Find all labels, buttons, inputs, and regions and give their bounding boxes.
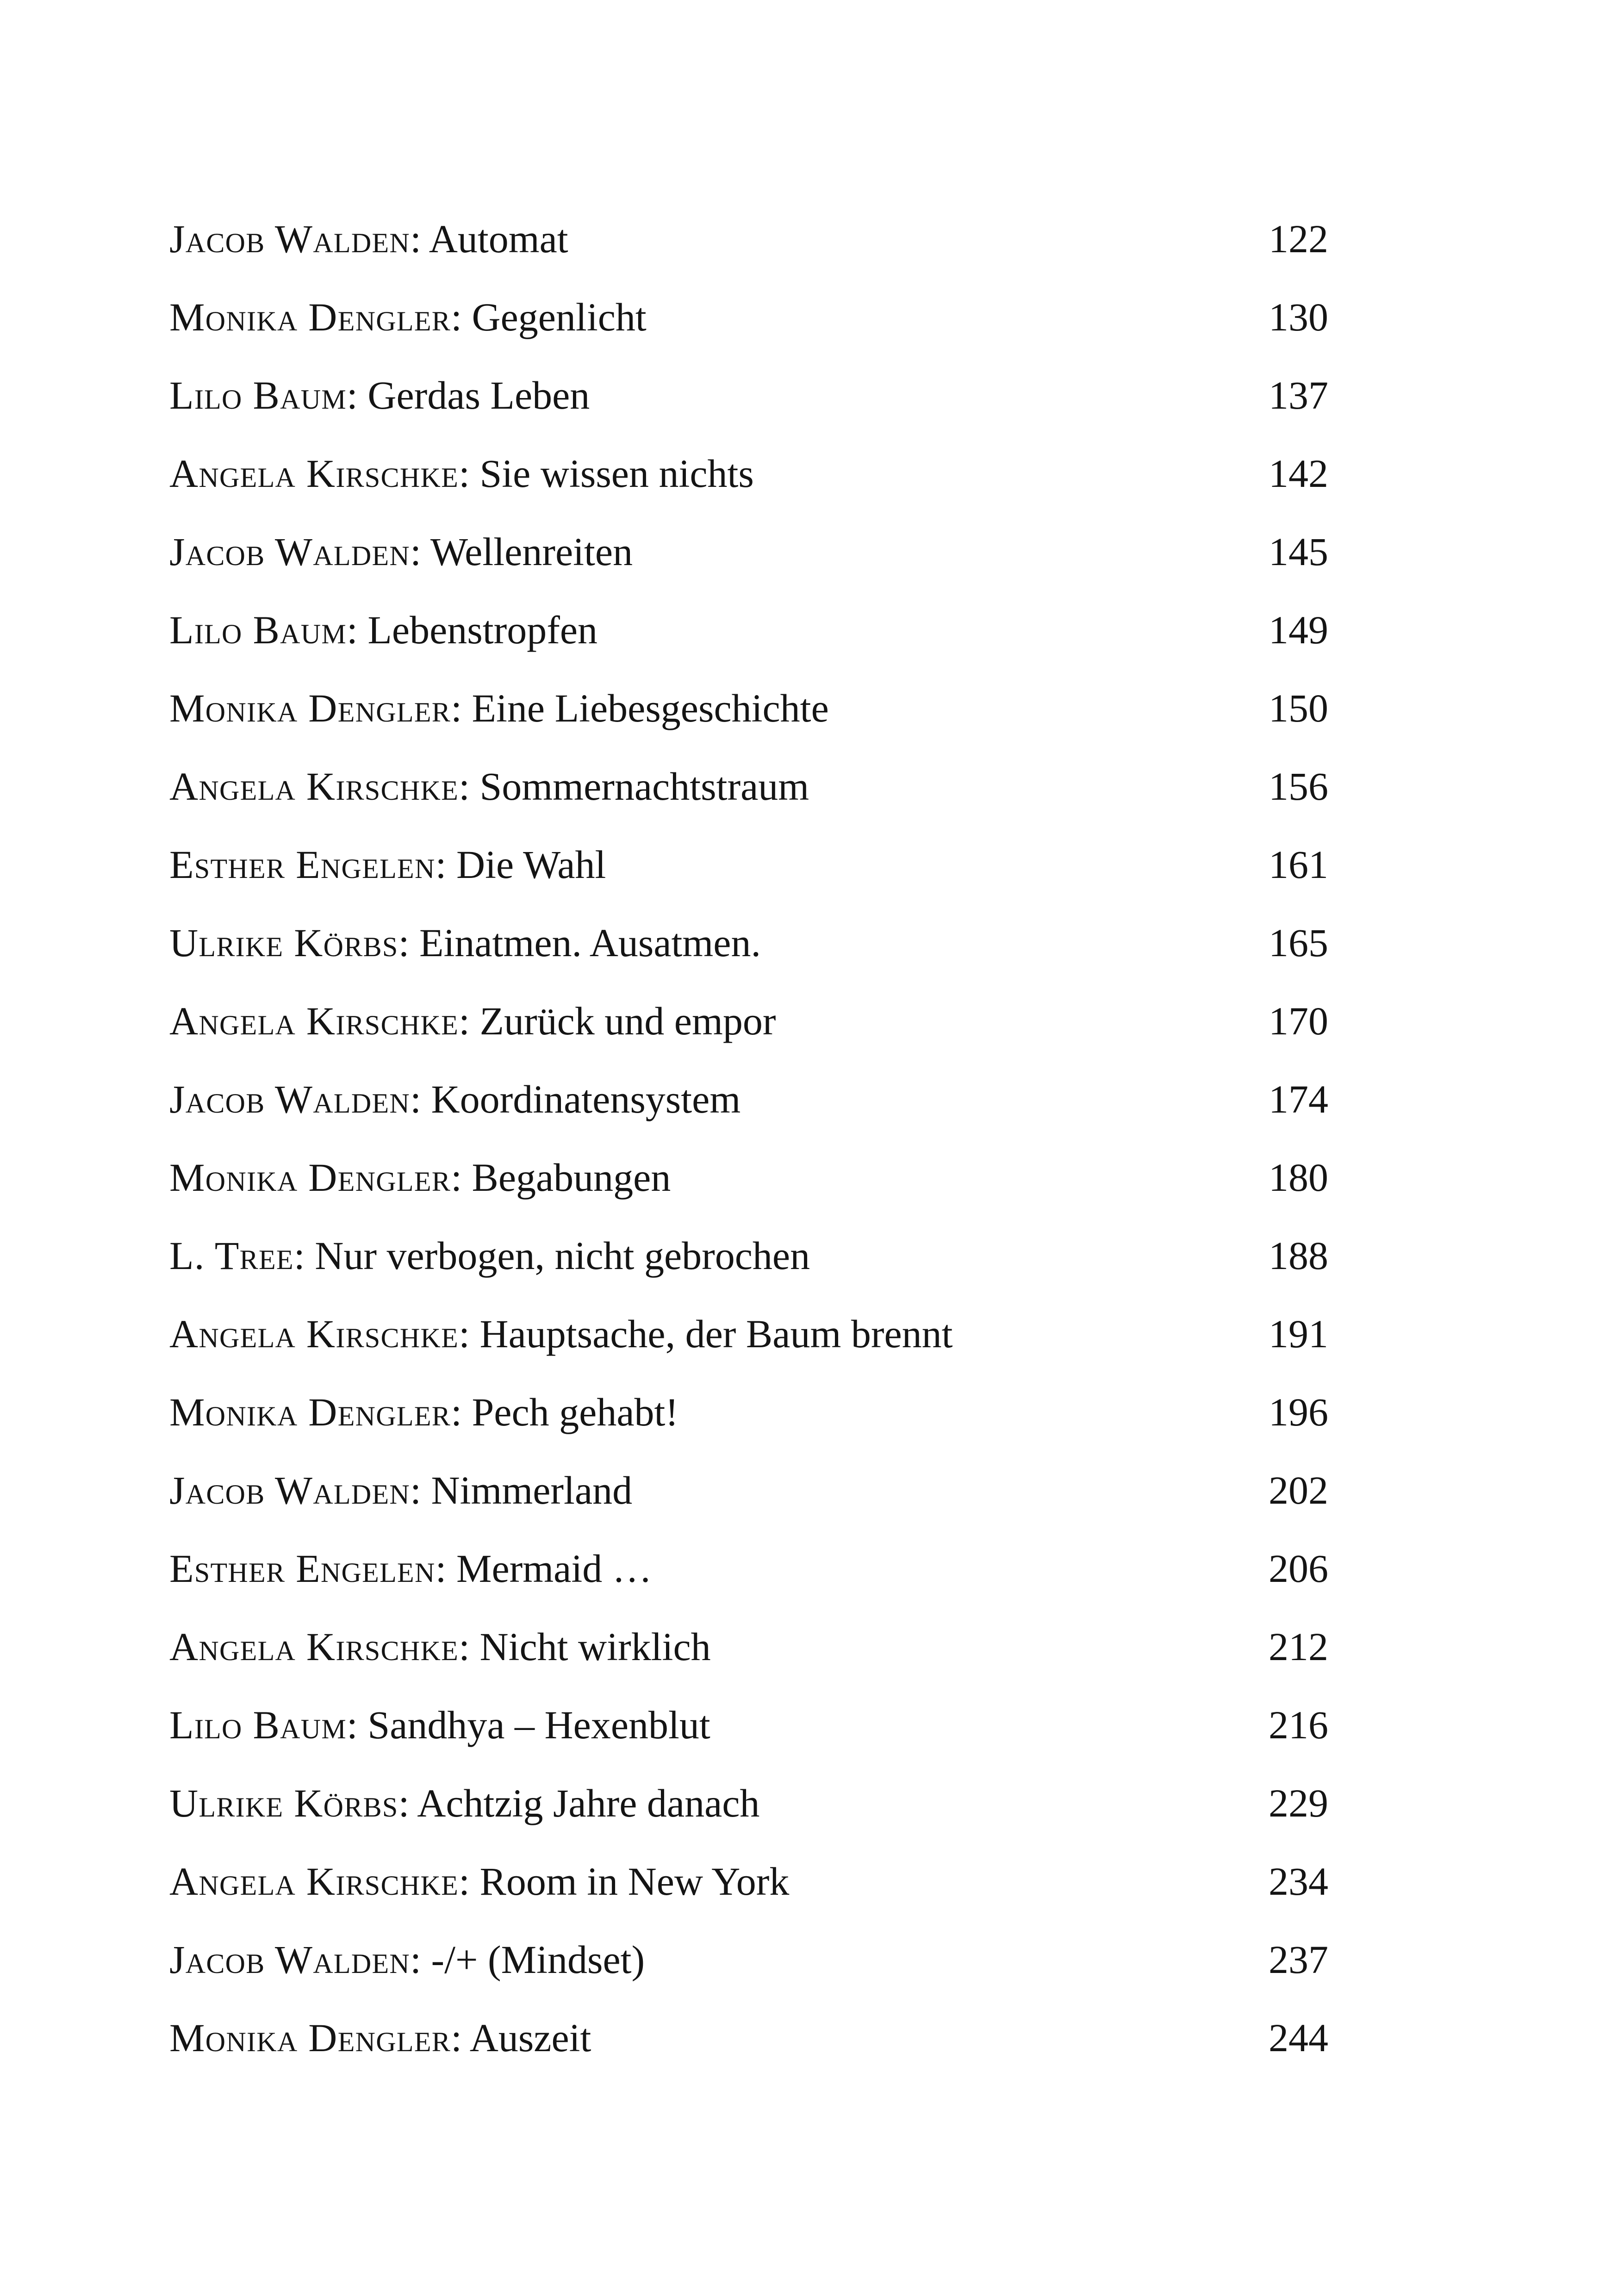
- toc-entry-text: [169, 904, 761, 982]
- toc-entry-page-number: 234: [1269, 1859, 1328, 1904]
- toc-entry-text: [169, 826, 606, 904]
- toc-entry-page-number: 156: [1269, 764, 1328, 809]
- toc-entry-author: Monika Dengler: [169, 2016, 451, 2060]
- toc-entry: [169, 669, 1328, 747]
- toc-entry-author: Esther Engelen: [169, 1546, 436, 1591]
- toc-entry-page-number: 130: [1269, 295, 1328, 339]
- toc-entry: [169, 356, 1328, 435]
- toc-entry: [169, 591, 1328, 669]
- toc-entry-page-number: 244: [1269, 2016, 1328, 2060]
- toc-entry-page-number: 161: [1269, 842, 1328, 887]
- toc-entry-text: [169, 513, 633, 591]
- toc-entry-text: [169, 1451, 632, 1530]
- toc-entry-page-number: 174: [1269, 1077, 1328, 1121]
- toc-entry-author: Ulrike Körbs: [169, 921, 398, 965]
- toc-entry: [169, 982, 1328, 1060]
- toc-entry-author: Monika Dengler: [169, 686, 451, 730]
- toc-entry-title: : Hauptsache, der Baum brennt: [459, 1312, 953, 1356]
- toc-entry-text: [169, 1999, 591, 2077]
- toc-entry: [169, 200, 1328, 278]
- toc-entry-page-number: 188: [1269, 1233, 1328, 1278]
- toc-entry-page-number: 145: [1269, 529, 1328, 574]
- toc-entry-title: : Nicht wirklich: [459, 1624, 711, 1669]
- toc-entry-title: : Sie wissen nichts: [459, 451, 754, 496]
- toc-entry: [169, 278, 1328, 356]
- toc-entry: [169, 904, 1328, 982]
- toc-entry-text: [169, 1842, 789, 1921]
- toc-entry-author: Angela Kirschke: [169, 1312, 459, 1356]
- toc-entry-page-number: 165: [1269, 921, 1328, 965]
- toc-entry-text: [169, 1764, 759, 1842]
- toc-entry-title: : Achtzig Jahre danach: [398, 1781, 760, 1825]
- toc-entry-title: : Mermaid …: [435, 1546, 652, 1591]
- toc-entry-page-number: 191: [1269, 1312, 1328, 1356]
- toc-entry-text: [169, 1686, 710, 1764]
- toc-entry: [169, 435, 1328, 513]
- toc-entry-text: [169, 1530, 652, 1608]
- toc-entry-title: : Wellenreiten: [410, 529, 633, 574]
- toc-entry-author: Angela Kirschke: [169, 764, 459, 809]
- toc-entry: [169, 1451, 1328, 1530]
- toc-entry: [169, 747, 1328, 826]
- toc-entry-text: [169, 669, 829, 747]
- toc-entry-author: Angela Kirschke: [169, 451, 459, 496]
- toc-entry-title: : Room in New York: [459, 1859, 790, 1904]
- toc-entry-page-number: 216: [1269, 1703, 1328, 1747]
- toc-entry-author: L. Tree: [169, 1233, 294, 1278]
- toc-entry-page-number: 170: [1269, 999, 1328, 1043]
- toc-entry-title: : Eine Liebesgeschichte: [451, 686, 829, 730]
- toc-entry: [169, 1686, 1328, 1764]
- toc-entry-author: Angela Kirschke: [169, 1859, 459, 1904]
- toc-entry-text: [169, 1139, 671, 1217]
- toc-entry-title: : Automat: [410, 217, 568, 261]
- toc-entry-text: [169, 1217, 810, 1295]
- toc-entry-title: : Nur verbogen, nicht gebrochen: [293, 1233, 810, 1278]
- toc-entry-title: : Einatmen. Ausatmen.: [398, 921, 761, 965]
- toc-entry-author: Angela Kirschke: [169, 1624, 459, 1669]
- toc-entry-author: Monika Dengler: [169, 295, 451, 339]
- toc-entry-author: Jacob Walden: [169, 1077, 411, 1121]
- toc-entry-author: Lilo Baum: [169, 1703, 347, 1747]
- toc-entry: [169, 826, 1328, 904]
- toc-entry-page-number: 229: [1269, 1781, 1328, 1825]
- toc-entry-title: : -/+ (Mindset): [410, 1937, 645, 1982]
- toc-entry-page-number: 212: [1269, 1624, 1328, 1669]
- toc-entry-text: [169, 1921, 645, 1999]
- toc-entry-page-number: 137: [1269, 373, 1328, 417]
- toc-entry-author: Angela Kirschke: [169, 999, 459, 1043]
- toc-entry: [169, 1764, 1328, 1842]
- toc-entry: [169, 1295, 1328, 1373]
- toc-entry-title: : Die Wahl: [435, 842, 606, 887]
- toc-entry: [169, 1921, 1328, 1999]
- toc-entry-page-number: 237: [1269, 1937, 1328, 1982]
- toc-entry-text: [169, 1608, 711, 1686]
- toc-entry-author: Jacob Walden: [169, 217, 411, 261]
- toc-entry-title: : Nimmerland: [410, 1468, 633, 1512]
- toc-entry-title: : Koordinatensystem: [410, 1077, 741, 1121]
- toc-entry-title: : Lebenstropfen: [346, 608, 598, 652]
- toc-entry-author: Jacob Walden: [169, 1937, 411, 1982]
- toc-entry: [169, 1842, 1328, 1921]
- toc-entry: [169, 1608, 1328, 1686]
- toc-entry-title: : Pech gehabt!: [451, 1390, 679, 1434]
- toc-entry-title: : Sandhya – Hexenblut: [346, 1703, 710, 1747]
- toc-entry-title: : Begabungen: [451, 1155, 671, 1200]
- toc-entry-title: : Sommernachtstraum: [459, 764, 809, 809]
- toc-entry-page-number: 206: [1269, 1546, 1328, 1591]
- toc-entry-author: Monika Dengler: [169, 1390, 451, 1434]
- toc-entry-author: Monika Dengler: [169, 1155, 451, 1200]
- toc-entry: [169, 1060, 1328, 1139]
- toc-entry: [169, 1373, 1328, 1451]
- toc-entry-author: Jacob Walden: [169, 1468, 411, 1512]
- toc-entry-author: Jacob Walden: [169, 529, 411, 574]
- toc-entry-author: Lilo Baum: [169, 373, 347, 417]
- toc-entry: [169, 1530, 1328, 1608]
- toc-entry: [169, 1139, 1328, 1217]
- toc-entry-text: [169, 982, 776, 1060]
- toc-entry-text: [169, 747, 809, 826]
- toc-entry-author: Ulrike Körbs: [169, 1781, 398, 1825]
- toc-entry-text: [169, 1373, 678, 1451]
- toc-entry-author: Lilo Baum: [169, 608, 347, 652]
- toc-entry-title: : Zurück und empor: [459, 999, 776, 1043]
- toc-entry-page-number: 196: [1269, 1390, 1328, 1434]
- toc-entry-page-number: 180: [1269, 1155, 1328, 1200]
- toc-entry-text: [169, 278, 647, 356]
- toc-entry-title: : Gerdas Leben: [346, 373, 590, 417]
- toc-entry-page-number: 149: [1269, 608, 1328, 652]
- toc-entry-title: : Auszeit: [451, 2016, 591, 2060]
- toc-entry: [169, 513, 1328, 591]
- toc-entry-page-number: 202: [1269, 1468, 1328, 1512]
- toc-entry-page-number: 142: [1269, 451, 1328, 496]
- toc-entry: [169, 1217, 1328, 1295]
- toc-entry-text: [169, 435, 754, 513]
- toc-entry-page-number: 122: [1269, 217, 1328, 261]
- toc-entry: [169, 1999, 1328, 2077]
- toc-entry-author: Esther Engelen: [169, 842, 436, 887]
- toc-entry-page-number: 150: [1269, 686, 1328, 730]
- toc-list: [169, 200, 1328, 2077]
- toc-entry-text: [169, 200, 568, 278]
- toc-entry-text: [169, 1060, 741, 1139]
- toc-entry-title: : Gegenlicht: [451, 295, 647, 339]
- toc-entry-text: [169, 1295, 953, 1373]
- toc-entry-text: [169, 356, 590, 435]
- toc-entry-text: [169, 591, 597, 669]
